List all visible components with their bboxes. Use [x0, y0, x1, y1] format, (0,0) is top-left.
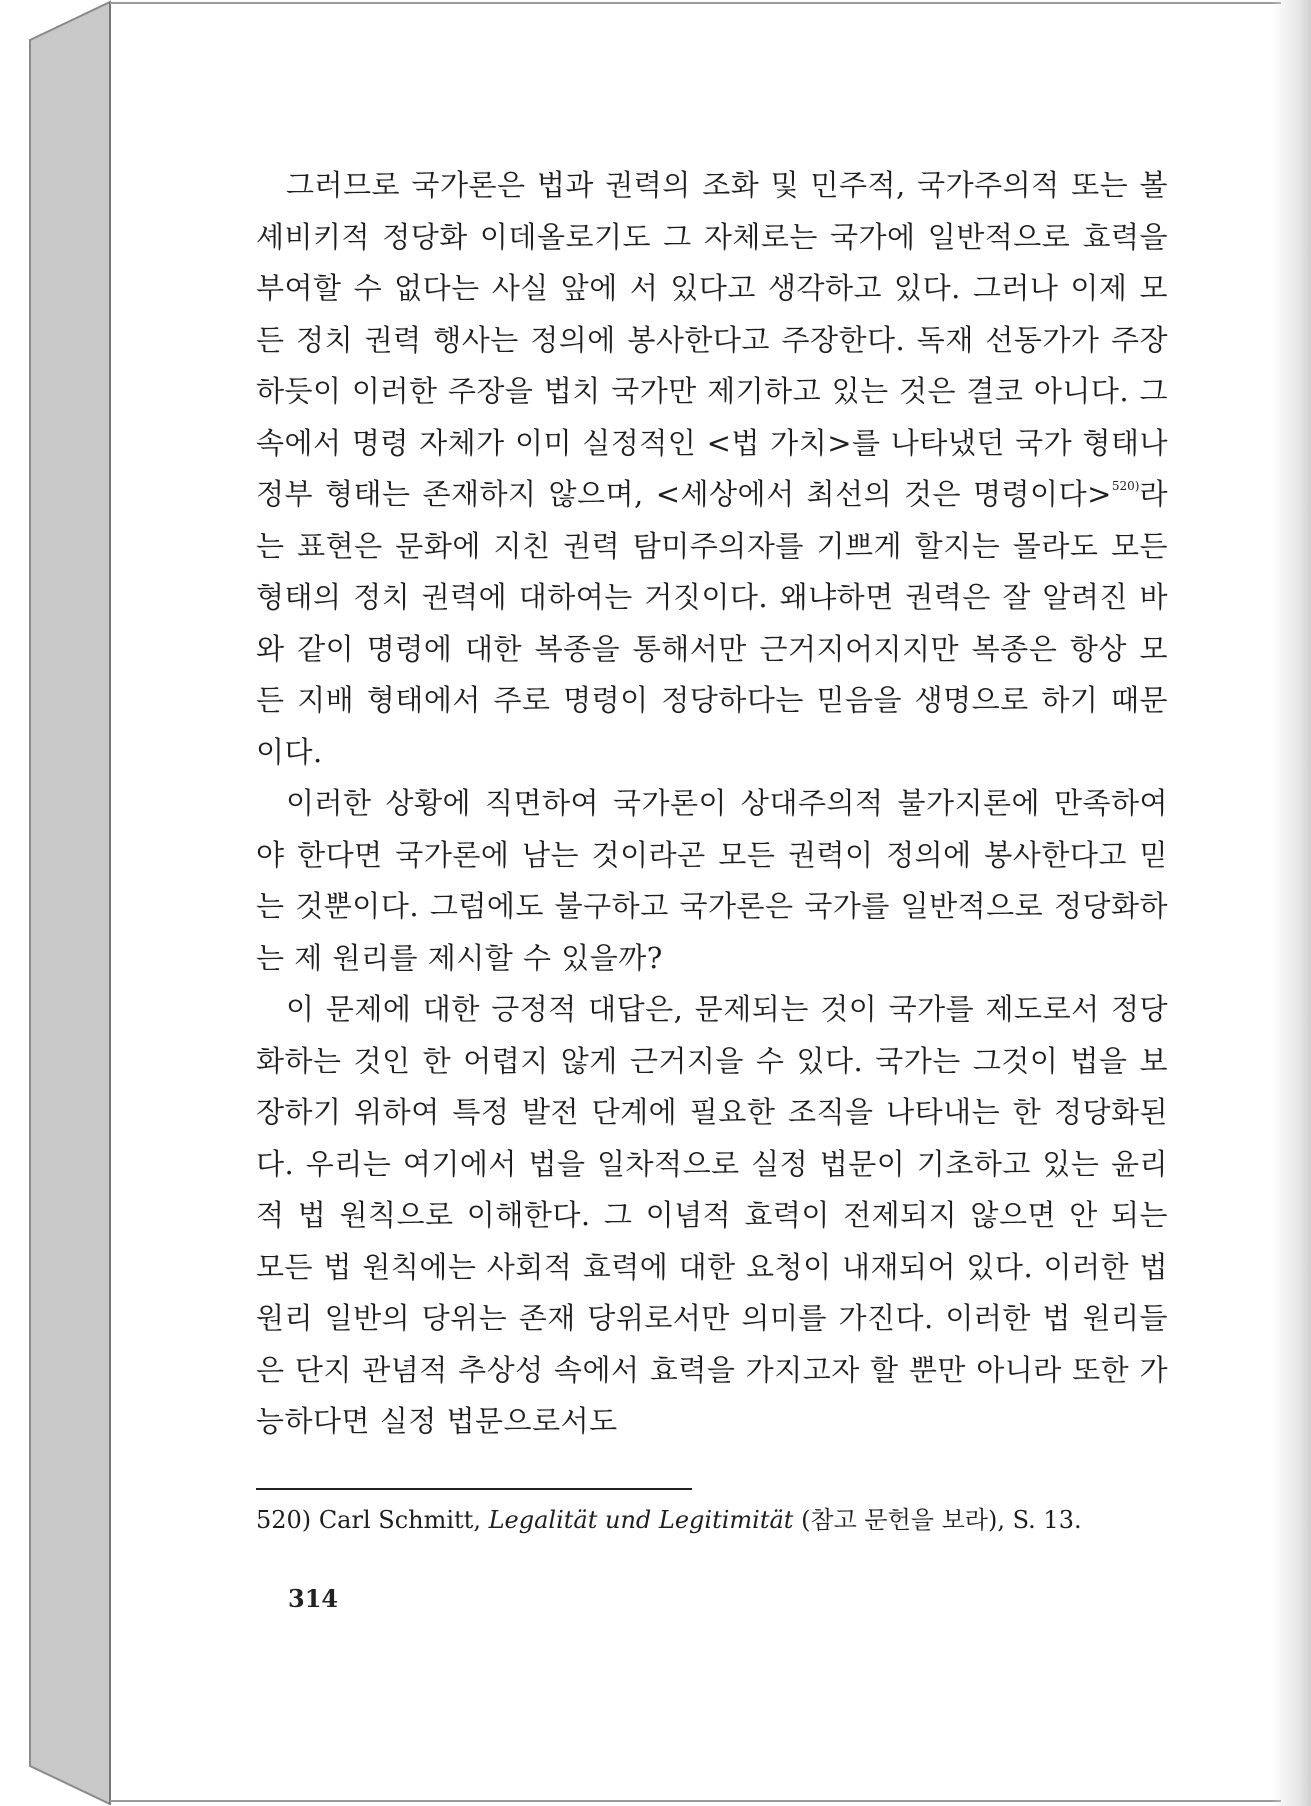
footnote-note: (참고 문헌을 보라), S. 13. — [801, 1506, 1082, 1534]
paragraph-1-text-a: 그러므로 국가론은 법과 권력의 조화 및 민주적, 국가주의적 또는 볼셰비키적 정당화 이데올로기도 그 자체로는 국가에 일반적으로 효력을 부여할 수 없다는 사실 앞에 서 있다고 생각하고 있다. 그러나 이제 모든 정치 권력 행사는 정의에 봉사한다고 주장한다. 독재 선동가가 주장하듯이 이러한 주장을 법치 국가만 제기하고 있는 것은 결코 아니다. 그 속에서 명령 자체가 이미 실정적인 <법 가치>를 나타냈던 국가 형태나 정부 형태는 존재하지 않으며, <세상에서 최선의 것은 명령이다> — [256, 168, 1168, 511]
footnote-reference[interactable]: 520) — [1111, 479, 1140, 493]
book-spine-edge — [0, 0, 112, 1806]
footnote-divider — [256, 1488, 692, 1490]
footnote-number: 520) — [256, 1506, 312, 1534]
paragraph-1-text-b: 라는 표현은 문화에 지친 권력 탐미주의자를 기쁘게 할지는 몰라도 모든 형태의 정치 권력에 대하여는 거짓이다. 왜냐하면 권력은 잘 알려진 바와 같이 명령에 대한 복종을 통해서만 근거지어지지만 복종은 항상 모든 지배 형태에서 주로 명령이 정당하다는 믿음을 생명으로 하기 때문이다. — [256, 477, 1168, 769]
page-body — [256, 160, 1168, 1448]
paragraph-3: 이 문제에 대한 긍정적 대답은, 문제되는 것이 국가를 제도로서 정당화하는 것인 한 어렵지 않게 근거지을 수 있다. 국가는 그것이 법을 보장하기 위하여 특정 발전 단계에 필요한 조직을 나타내는 한 정당화된다. 우리는 여기에서 법을 일차적으로 실정 법문이 기초하고 있는 윤리적 법 원칙으로 이해한다. 그 이념적 효력이 전제되지 않으면 안 되는 모든 법 원칙에는 사회적 효력에 대한 요청이 내재되어 있다. 이러한 법 원리 일반의 당위는 존재 당위로서만 의미를 가진다. 이러한 법 원리들은 단지 관념적 추상성 속에서 효력을 가지고자 할 뿐만 아니라 또한 가능하다면 실정 법문으로서도 — [256, 992, 1168, 1438]
footnote-author: Carl Schmitt, — [318, 1506, 481, 1534]
page-right-shadow — [1271, 0, 1311, 1806]
page-bottom-border — [110, 1800, 1281, 1802]
footnote-title: Legalität und Legitimität — [488, 1506, 794, 1534]
paragraph-2: 이러한 상황에 직면하여 국가론이 상대주의적 불가지론에 만족하여야 한다면 국가론에 남는 것이라곤 모든 권력이 정의에 봉사한다고 믿는 것뿐이다. 그럼에도 불구하고 국가론은 국가를 일반적으로 정당화하는 제 원리를 제시할 수 있을까? — [256, 786, 1168, 975]
page-top-border — [110, 2, 1281, 4]
footnote — [256, 1500, 1206, 1540]
page-number: 314 — [288, 1584, 339, 1613]
paragraph-1 — [256, 160, 1168, 778]
